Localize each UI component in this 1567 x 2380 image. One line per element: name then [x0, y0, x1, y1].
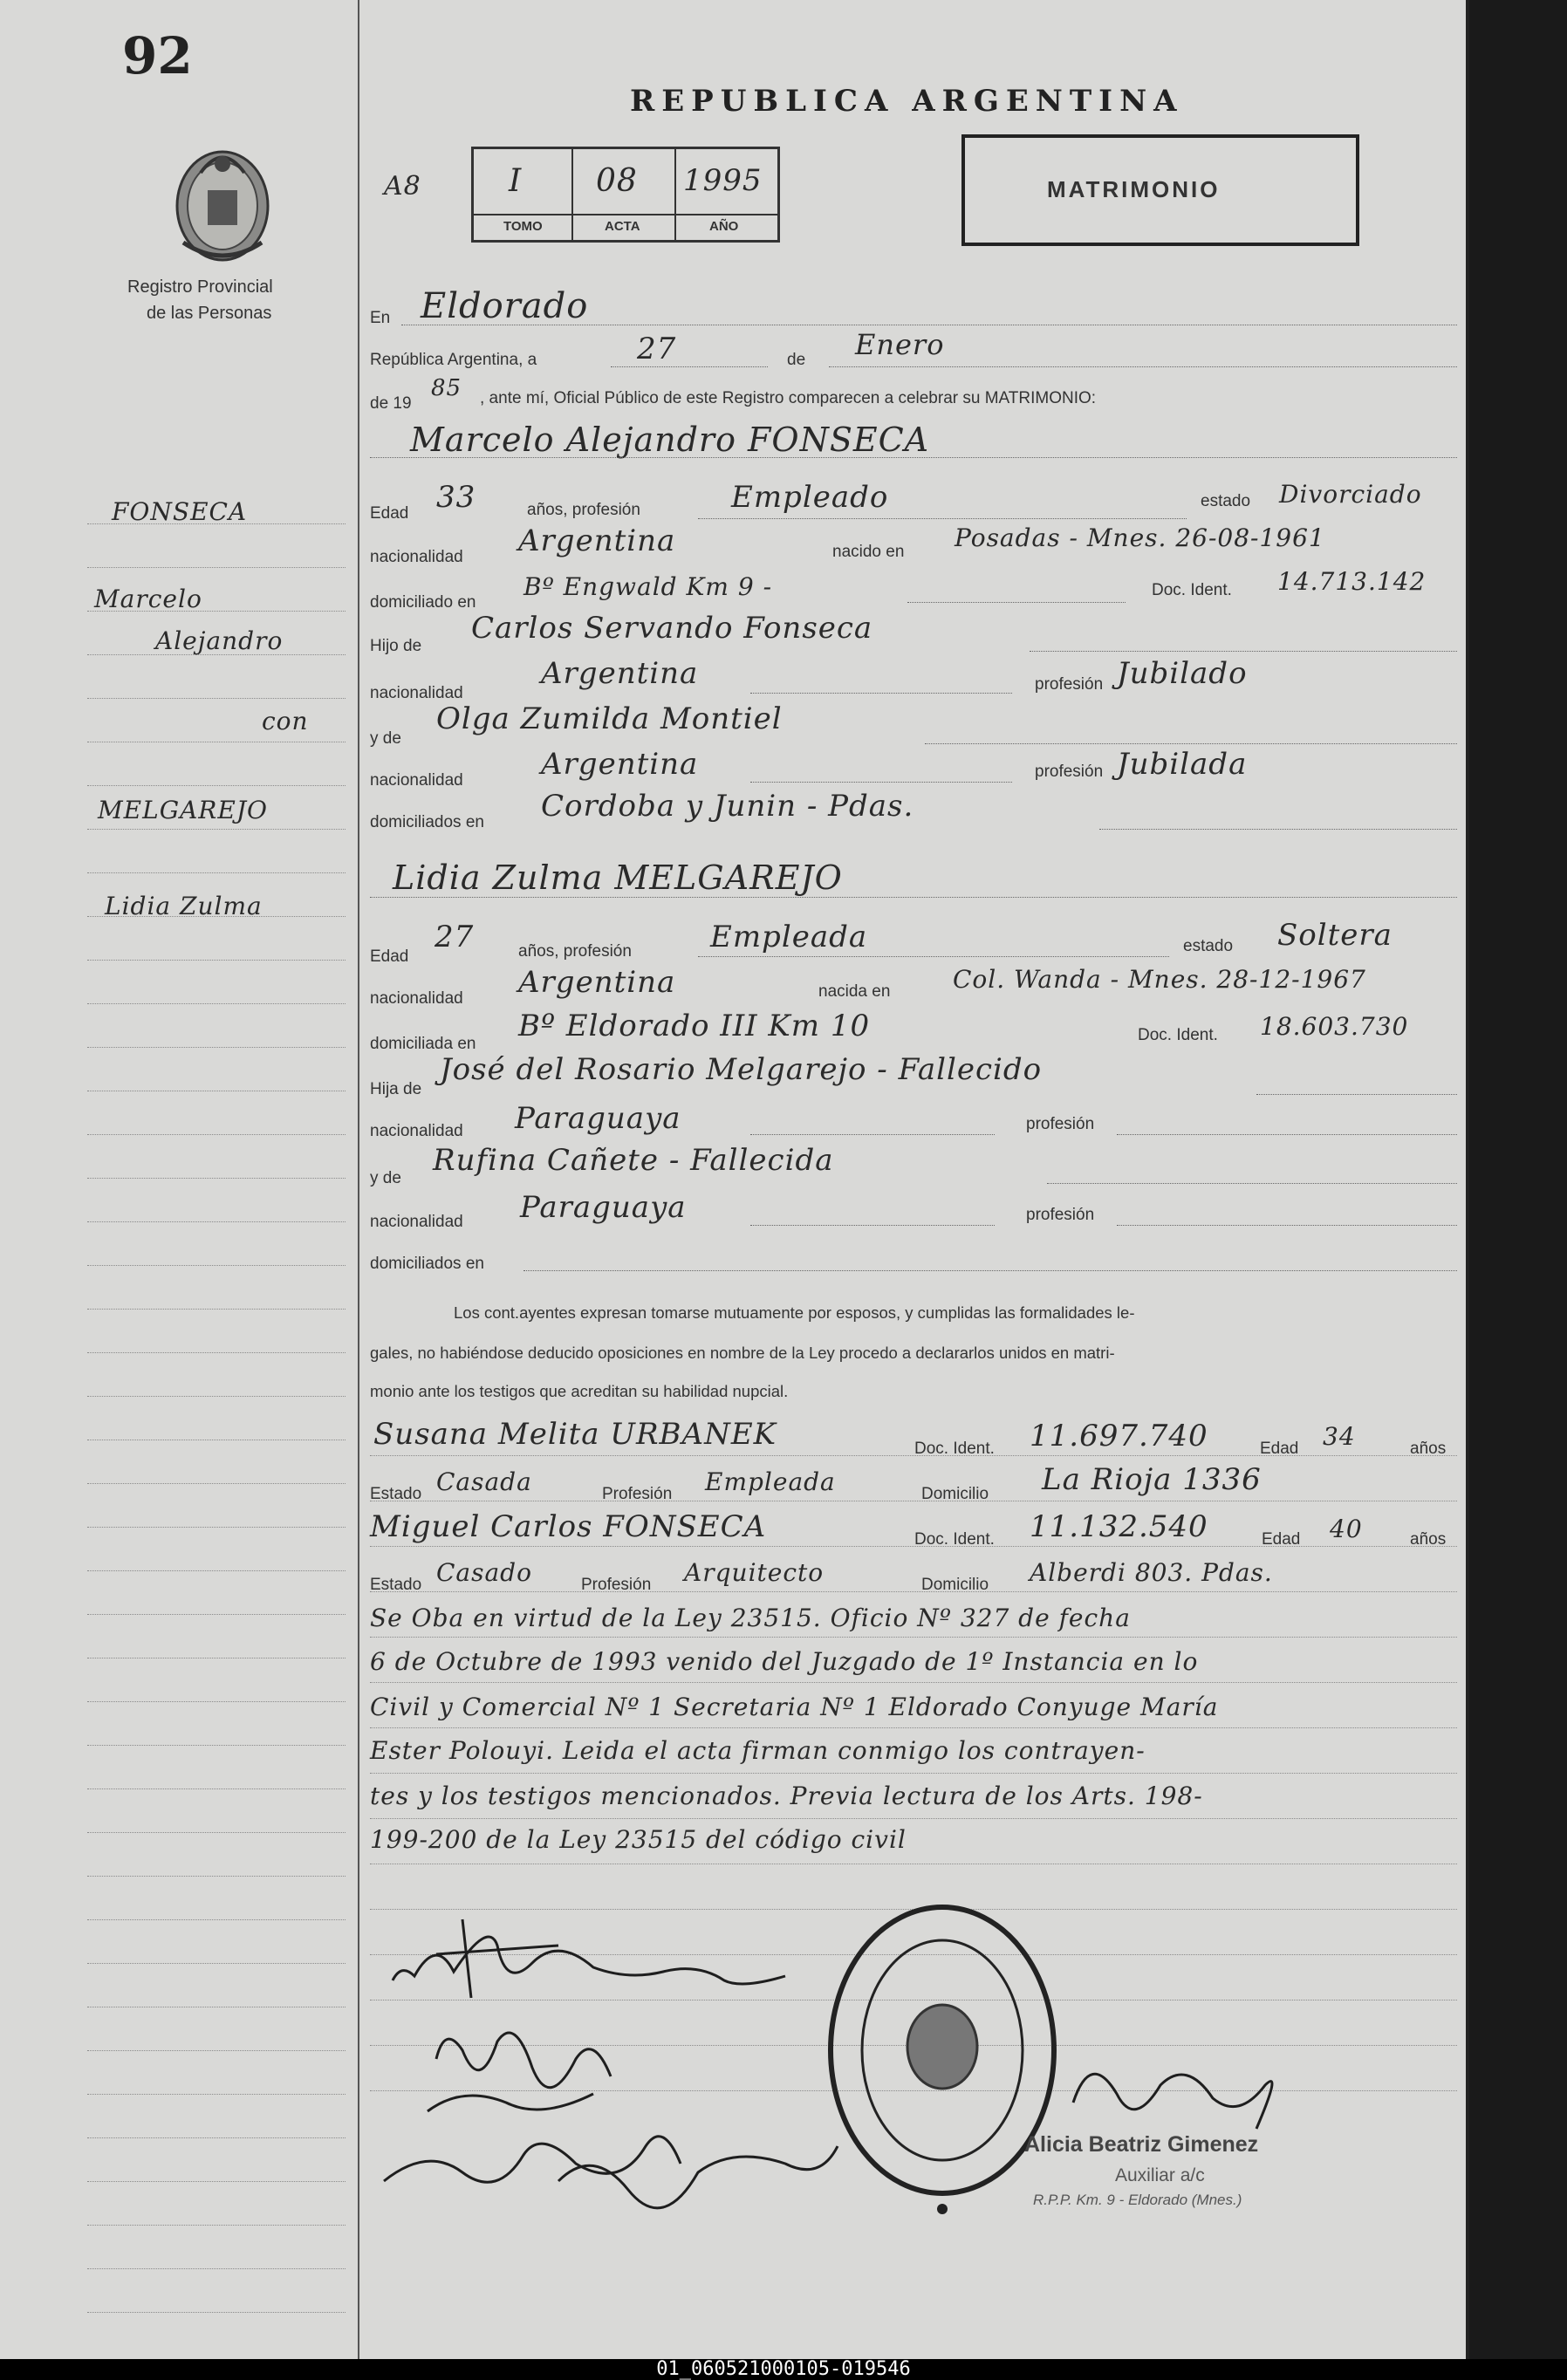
label-doc-bride: Doc. Ident. — [1138, 1026, 1218, 1044]
label-en: En — [370, 309, 391, 327]
label-domiciliado-en: domiciliado en — [370, 593, 476, 612]
registry-line-2: de las Personas — [147, 304, 272, 323]
label-doc-w1: Doc. Ident. — [914, 1440, 995, 1458]
groom-father-nat: Argentina — [541, 656, 699, 691]
margin-bride-surname: MELGAREJO — [98, 796, 268, 824]
witness2-age: 40 — [1330, 1515, 1363, 1543]
page-number: 92 — [122, 26, 193, 85]
groom-address: Bº Engwald Km 9 - — [523, 572, 773, 601]
label-intro: , ante mí, Oficial Público de este Registro comparecen a celebrar su MATRIMONIO: — [480, 389, 1097, 407]
note-line-4: Ester Polouyi. Leida el acta firman conmigo los contrayen- — [370, 1736, 1146, 1765]
groom-profession: Empleado — [731, 480, 889, 515]
record-type-box — [961, 134, 1359, 246]
witness1-age: 34 — [1323, 1422, 1356, 1451]
record-type: MATRIMONIO — [1047, 176, 1221, 202]
ano-label: AÑO — [709, 219, 739, 234]
label-edad-w2: Edad — [1262, 1530, 1301, 1549]
date-day: 27 — [637, 332, 677, 366]
bride-mother-nat: Paraguaya — [520, 1190, 687, 1225]
witness2-doc: 11.132.540 — [1030, 1509, 1208, 1544]
label-nacida-en: nacida en — [818, 982, 891, 1001]
label-nacionalidad-gfather: nacionalidad — [370, 684, 463, 702]
bride-birth: Col. Wanda - Mnes. 28-12-1967 — [953, 965, 1366, 994]
place: Eldorado — [421, 286, 589, 326]
note-line-2: 6 de Octubre de 1993 venido del Juzgado de 1º Instancia en lo — [370, 1647, 1199, 1676]
official-seal-icon — [831, 1907, 1054, 2214]
bride-father: José del Rosario Melgarejo - Fallecido — [440, 1052, 1043, 1087]
label-nacionalidad-bfather: nacionalidad — [370, 1122, 463, 1140]
witness1-doc: 11.697.740 — [1030, 1419, 1208, 1453]
bride-nationality: Argentina — [518, 965, 676, 1000]
tomo-value: I — [509, 163, 523, 199]
groom-mother: Olga Zumilda Montiel — [436, 701, 783, 736]
statement-line-2: gales, no habiéndose deducido oposiciones en nombre de la Ley procedo a declararlos unidos en matri- — [370, 1344, 1115, 1362]
tomo-label: TOMO — [503, 219, 543, 234]
label-edad-bride: Edad — [370, 947, 409, 966]
acta-label: ACTA — [605, 219, 640, 234]
label-doc-w2: Doc. Ident. — [914, 1530, 995, 1549]
label-profesion-bfather: profesión — [1026, 1115, 1095, 1133]
groom-age: 33 — [436, 480, 476, 515]
coat-of-arms-icon — [166, 138, 279, 269]
note-line-6: 199-200 de la Ley 23515 del código civil — [370, 1825, 907, 1854]
record-prefix: A8 — [384, 171, 421, 202]
bride-address: Bº Eldorado III Km 10 — [518, 1009, 871, 1043]
label-y-de-bride: y de — [370, 1169, 401, 1187]
statement-line-1: Los cont.ayentes expresan tomarse mutuamente por esposos, y cumplidas las formalidades le- — [454, 1303, 1135, 1322]
margin-groom-name-2: Alejandro — [155, 626, 284, 655]
label-anos-w2: años — [1410, 1530, 1447, 1549]
witness1-status: Casada — [436, 1467, 532, 1496]
margin-groom-name-1: Marcelo — [94, 585, 202, 613]
label-de: de — [787, 351, 806, 369]
label-domiciliados-en-bride: domiciliados en — [370, 1255, 484, 1273]
label-profesion-gmother: profesión — [1035, 763, 1104, 781]
label-anos-w1: años — [1410, 1440, 1447, 1458]
label-profesion-w2: Profesión — [581, 1576, 652, 1594]
country-title: REPUBLICA ARGENTINA — [630, 84, 1184, 119]
groom-parents-address: Cordoba y Junin - Pdas. — [541, 789, 914, 824]
label-nacionalidad-groom: nacionalidad — [370, 548, 463, 566]
ano-value: 1995 — [683, 163, 763, 198]
margin-con: con — [262, 707, 309, 735]
witness2-profession: Arquitecto — [684, 1558, 825, 1587]
label-domicilio-w2: Domicilio — [921, 1576, 989, 1594]
groom-mother-prof: Jubilada — [1117, 747, 1248, 782]
officer-office: R.P.P. Km. 9 - Eldorado (Mnes.) — [1033, 2192, 1242, 2208]
witness1-name: Susana Melita URBANEK — [373, 1417, 777, 1452]
label-domiciliados-en-groom: domiciliados en — [370, 813, 484, 831]
witness1-address: La Rioja 1336 — [1042, 1462, 1262, 1497]
label-estado-w2: Estado — [370, 1576, 422, 1594]
groom-mother-nat: Argentina — [541, 747, 699, 782]
margin-groom-surname: FONSECA — [112, 497, 248, 526]
label-edad-w1: Edad — [1260, 1440, 1299, 1458]
label-hijo-de: Hijo de — [370, 637, 422, 655]
witness2-name: Miguel Carlos FONSECA — [370, 1509, 767, 1544]
label-profesion-w1: Profesión — [602, 1485, 673, 1503]
margin-bride-name: Lidia Zulma — [105, 892, 263, 920]
groom-doc: 14.713.142 — [1277, 567, 1427, 596]
groom-father-prof: Jubilado — [1117, 656, 1248, 691]
record-box — [471, 147, 780, 243]
label-profesion-bmother: profesión — [1026, 1206, 1095, 1224]
label-nacionalidad-bride: nacionalidad — [370, 989, 463, 1008]
label-nacionalidad-bmother: nacionalidad — [370, 1213, 463, 1231]
groom-status: Divorciado — [1279, 480, 1422, 509]
note-line-3: Civil y Comercial Nº 1 Secretaria Nº 1 Eldorado Conyuge María — [370, 1693, 1219, 1721]
label-anos-profesion-bride: años, profesión — [518, 942, 632, 961]
witness2-address: Alberdi 803. Pdas. — [1030, 1558, 1273, 1587]
groom-father: Carlos Servando Fonseca — [471, 611, 873, 646]
note-line-5: tes y los testigos mencionados. Previa lectura de los Arts. 198- — [370, 1782, 1203, 1810]
label-nacido-en: nacido en — [832, 543, 905, 561]
groom-nationality: Argentina — [518, 523, 676, 558]
bride-age: 27 — [435, 920, 475, 954]
scan-edge — [1469, 0, 1567, 2359]
label-doc-groom: Doc. Ident. — [1152, 581, 1232, 599]
witness1-profession: Empleada — [705, 1467, 836, 1496]
bride-doc: 18.603.730 — [1260, 1012, 1409, 1041]
date-month: Enero — [855, 328, 945, 361]
acta-value: 08 — [596, 163, 638, 199]
label-de19: de 19 — [370, 394, 412, 413]
label-profesion-gfather: profesión — [1035, 675, 1104, 694]
note-line-1: Se Oba en virtud de la Ley 23515. Oficio Nº 327 de fecha — [370, 1604, 1131, 1632]
label-hija-de: Hija de — [370, 1080, 422, 1098]
label-estado-bride: estado — [1183, 937, 1234, 955]
label-anos-profesion-groom: años, profesión — [527, 501, 640, 519]
label-nacionalidad-gmother: nacionalidad — [370, 771, 463, 790]
label-estado-groom: estado — [1201, 492, 1251, 510]
label-estado-w1: Estado — [370, 1485, 422, 1503]
bride-mother: Rufina Cañete - Fallecida — [433, 1143, 834, 1178]
label-edad-groom: Edad — [370, 504, 409, 523]
statement-line-3: monio ante los testigos que acreditan su habilidad nupcial. — [370, 1382, 789, 1400]
bride-profession: Empleada — [710, 920, 868, 954]
scan-id: 01_060521000105-019546 — [0, 2359, 1567, 2380]
witness2-status: Casado — [436, 1558, 532, 1587]
officer-name: Alicia Beatriz Gimenez — [1024, 2132, 1259, 2157]
bride-status: Soltera — [1277, 918, 1393, 953]
date-year: 85 — [431, 375, 462, 401]
groom-birth: Posadas - Mnes. 26-08-1961 — [955, 523, 1325, 552]
registry-line-1: Registro Provincial — [127, 277, 273, 297]
groom-full-name: Marcelo Alejandro FONSECA — [410, 421, 930, 459]
bride-father-nat: Paraguaya — [515, 1101, 681, 1136]
label-y-de-groom: y de — [370, 729, 401, 748]
label-domiciliada-en: domiciliada en — [370, 1035, 476, 1053]
label-republica: República Argentina, a — [370, 351, 537, 369]
label-domicilio-w1: Domicilio — [921, 1485, 989, 1503]
bride-full-name: Lidia Zulma MELGAREJO — [393, 858, 843, 897]
officer-role: Auxiliar a/c — [1115, 2165, 1205, 2185]
